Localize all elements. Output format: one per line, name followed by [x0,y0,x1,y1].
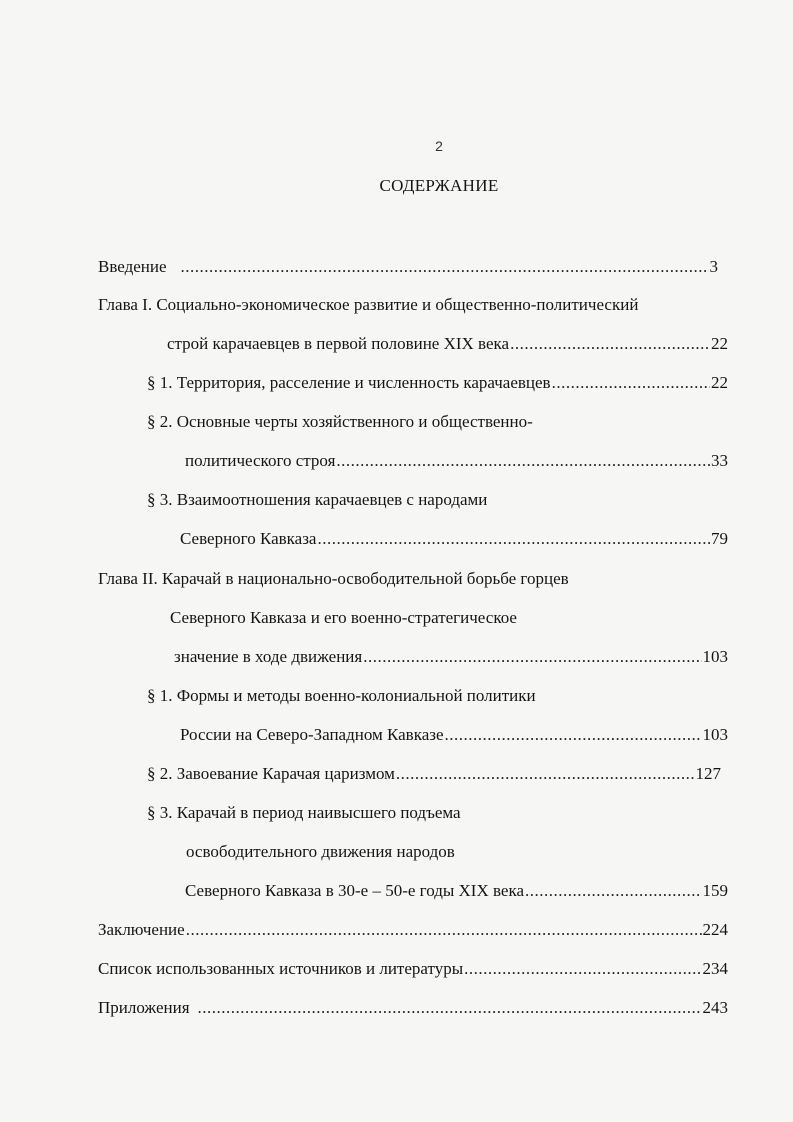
toc-ch1-s3 [180,528,728,550]
toc-ch1-s1 [147,372,728,394]
toc-ch2-s1-line1: § 1. Формы и методы военно-колониальной политики [147,686,536,705]
toc-ch2-page: 103 [702,647,728,666]
toc-conclusion-label: Заключение [98,920,185,939]
toc-intro-page: 3 [709,257,718,276]
toc-ch1-s2-page: 33 [711,451,728,470]
toc-sources-page: 234 [702,959,728,978]
toc-ch1-line2: строй карачаевцев в первой половине XIX века [167,334,510,353]
toc-ch2-line3: значение в ходе движения [174,647,363,666]
toc-conclusion [98,919,728,941]
toc-ch1-s1-label: § 1. Территория, расселение и численность карачаевцев [147,373,551,392]
toc-appendix-label: Приложения [98,998,190,1017]
leader-dots [552,372,710,394]
toc-ch2-s1-line2: России на Северо-Западном Кавказе [180,725,444,744]
leader-dots [181,256,709,278]
toc-ch2 [174,646,728,668]
toc-ch1-s1-page: 22 [711,373,728,392]
toc-ch2-s2 [147,763,721,785]
toc-ch1-s2 [185,450,728,472]
toc-appendix [98,997,728,1019]
leader-dots [198,997,702,1019]
toc-sources-label: Список использованных источников и литературы [98,959,464,978]
toc-ch1-line1: Глава I. Социально-экономическое развитие и общественно-политический [98,295,639,314]
toc-ch1-s2-line1: § 2. Основные черты хозяйственного и общественно- [147,412,533,431]
toc-ch2-s3-line3: Северного Кавказа в 30-е – 50-е годы XIX века [185,881,525,900]
toc-ch1-s3-page: 79 [711,529,728,548]
toc-ch1-s3-line1: § 3. Взаимоотношения карачаевцев с народами [147,490,488,509]
toc-ch1 [167,333,728,355]
toc-ch2-s3-page: 159 [702,881,728,900]
toc-ch1-s2-line2: политического строя [185,451,336,470]
toc-ch2-s3-line2: освободительного движения народов [186,842,455,861]
toc-conclusion-page: 224 [702,920,728,939]
page-title: СОДЕРЖАНИЕ [379,176,499,195]
toc-ch2-s2-label: § 2. Завоевание Карачая царизмом [147,764,395,783]
toc-ch2-line1: Глава II. Карачай в национально-освободительной борьбе горцев [98,569,569,588]
toc-appendix-page: 243 [702,998,728,1017]
toc-intro-label: Введение [98,257,167,276]
toc-ch1-page: 22 [711,334,728,353]
toc-ch2-s3-line1: § 3. Карачай в период наивысшего подъема [147,803,461,822]
leader-dots [445,724,702,746]
toc-ch2-s2-page: 127 [695,764,721,783]
toc-ch1-s3-line2: Северного Кавказа [180,529,317,548]
page-number: 2 [435,138,443,154]
toc-ch2-s3 [185,880,728,902]
leader-dots [317,528,710,550]
leader-dots [510,333,710,355]
leader-dots [396,763,695,785]
leader-dots [363,646,701,668]
toc-ch2-s1-page: 103 [702,725,728,744]
toc-ch2-s1 [180,724,728,746]
leader-dots [464,958,701,980]
toc-ch2-line2: Северного Кавказа и его военно-стратегическое [170,608,517,627]
leader-dots [525,880,701,902]
leader-dots [336,450,710,472]
toc-intro [98,256,718,278]
leader-dots [186,919,702,941]
toc-sources [98,958,728,980]
